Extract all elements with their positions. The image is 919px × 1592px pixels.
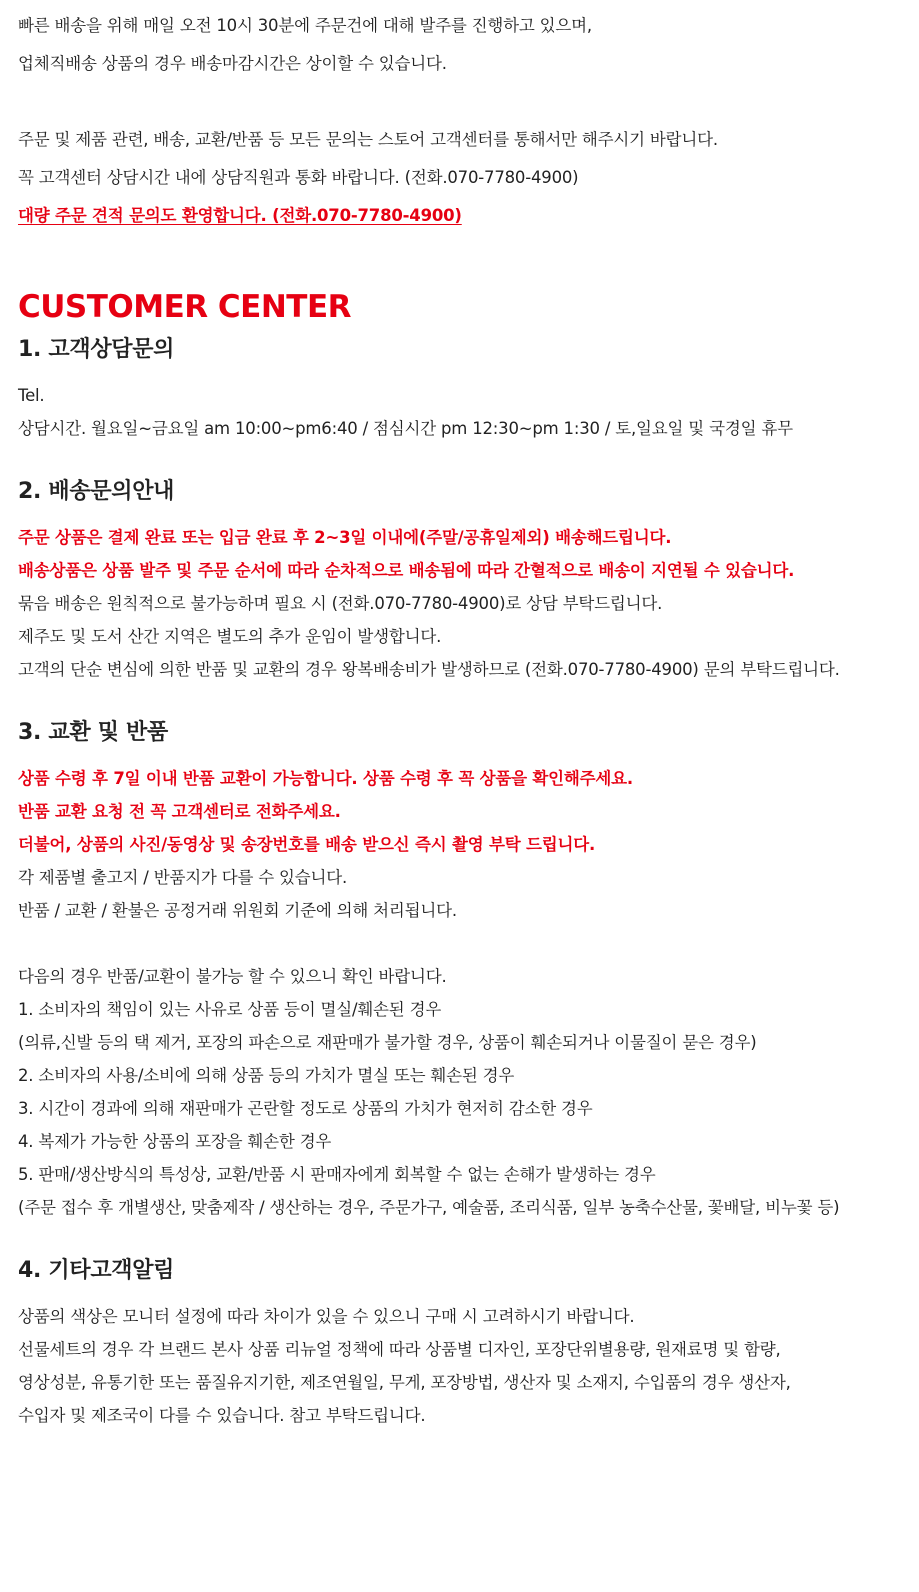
case-line: 4. 복제가 가능한 상품의 포장을 훼손한 경우: [18, 1132, 332, 1151]
notice-block: [18, 121, 901, 235]
section-other-notices: [18, 1254, 901, 1432]
hours-line: 상담시간. 월요일~금요일 am 10:00~pm6:40 / 점심시간 pm 12:30~pm 1:30 / 토,일요일 및 국경일 휴무: [18, 419, 793, 438]
delivery-notice-red-2: 배송상품은 상품 발주 및 주문 순서에 따라 순차적으로 배송됨에 따라 간혈적으로 배송이 지연될 수 있습니다.: [18, 561, 795, 580]
case-line: 1. 소비자의 책임이 있는 사유로 상품 등이 멸실/훼손된 경우: [18, 1000, 442, 1019]
section-title: 2. 배송문의안내: [18, 479, 175, 504]
page: [0, 7, 919, 1432]
spacer: [18, 83, 901, 121]
return-line-2: 반품 / 교환 / 환불은 공정거래 위원회 기준에 의해 처리됩니다.: [18, 901, 457, 920]
notice-line: 상품의 색상은 모니터 설정에 따라 차이가 있을 수 있으니 구매 시 고려하시기 바랍니다.: [18, 1307, 635, 1326]
section-body: [18, 379, 901, 445]
return-notice-red-2: 반품 교환 요청 전 꼭 고객센터로 전화주세요.: [18, 802, 341, 821]
section-body: [18, 1300, 901, 1432]
section-title: 3. 교환 및 반품: [18, 720, 168, 745]
return-notice-red-1: 상품 수령 후 7일 이내 반품 교환이 가능합니다. 상품 수령 후 꼭 상품을 확인해주세요.: [18, 769, 633, 788]
case-line: 3. 시간이 경과에 의해 재판매가 곤란할 정도로 상품의 가치가 현저히 감소한 경우: [18, 1099, 593, 1118]
return-line-1: 각 제품별 출고지 / 반품지가 다를 수 있습니다.: [18, 868, 348, 887]
customer-center-title: CUSTOMER CENTER: [18, 289, 352, 325]
case-line: 다음의 경우 반품/교환이 불가능 할 수 있으니 확인 바랍니다.: [18, 967, 447, 986]
case-line: 5. 판매/생산방식의 특성상, 교환/반품 시 판매자에게 회복할 수 없는 손해가 발생하는 경우: [18, 1165, 656, 1184]
notice-line-1: 주문 및 제품 관련, 배송, 교환/반품 등 모든 문의는 스토어 고객센터를 통해서만 해주시기 바랍니다.: [18, 130, 718, 149]
delivery-line-2: 제주도 및 도서 산간 지역은 별도의 추가 운임이 발생합니다.: [18, 627, 442, 646]
notice-line: 선물세트의 경우 각 브랜드 본사 상품 리뉴얼 정책에 따라 상품별 디자인, 포장단위별용량, 원재료명 및 함량,: [18, 1340, 781, 1359]
intro-block: [18, 7, 901, 83]
section-exchange-return: [18, 716, 901, 1224]
tel-line: Tel.: [18, 386, 45, 405]
delivery-line-3: 고객의 단순 변심에 의한 반품 및 교환의 경우 왕복배송비가 발생하므로 (전화.070-7780-4900) 문의 부탁드립니다.: [18, 660, 840, 679]
delivery-line-1: 묶음 배송은 원칙적으로 불가능하며 필요 시 (전화.070-7780-4900)로 상담 부탁드립니다.: [18, 594, 663, 613]
notice-line: 영상성분, 유통기한 또는 품질유지기한, 제조연월일, 무게, 포장방법, 생산자 및 소재지, 수입품의 경우 생산자,: [18, 1373, 791, 1392]
section-body: [18, 521, 901, 686]
return-notice-red-3: 더불어, 상품의 사진/동영상 및 송장번호를 배송 받으신 즉시 촬영 부탁 드립니다.: [18, 835, 596, 854]
section-consultation: [18, 333, 901, 445]
intro-line-1: 빠른 배송을 위해 매일 오전 10시 30분에 주문건에 대해 발주를 진행하고 있으며,: [18, 16, 592, 35]
bulk-order-notice: 대량 주문 견적 문의도 환영합니다. (전화.070-7780-4900): [18, 206, 462, 225]
section-delivery: [18, 475, 901, 686]
section-title: 4. 기타고객알림: [18, 1258, 175, 1283]
delivery-notice-red-1: 주문 상품은 결제 완료 또는 입금 완료 후 2~3일 이내에(주말/공휴일제외) 배송해드립니다.: [18, 528, 672, 547]
case-line: 2. 소비자의 사용/소비에 의해 상품 등의 가치가 멸실 또는 훼손된 경우: [18, 1066, 515, 1085]
case-line: (주문 접수 후 개별생산, 맞춤제작 / 생산하는 경우, 주문가구, 예술품, 조리식품, 일부 농축수산물, 꽃배달, 비누꽃 등): [18, 1198, 840, 1217]
section-title: 1. 고객상담문의: [18, 337, 175, 362]
section-body: [18, 762, 901, 1224]
intro-line-2: 업체직배송 상품의 경우 배송마감시간은 상이할 수 있습니다.: [18, 54, 447, 73]
notice-line-2: 꼭 고객센터 상담시간 내에 상담직원과 통화 바랍니다. (전화.070-7780-4900): [18, 168, 579, 187]
spacer: [18, 927, 901, 960]
notice-line: 수입자 및 제조국이 다를 수 있습니다. 참고 부탁드립니다.: [18, 1406, 426, 1425]
case-line: (의류,신발 등의 택 제거, 포장의 파손으로 재판매가 불가할 경우, 상품이 훼손되거나 이물질이 묻은 경우): [18, 1033, 757, 1052]
